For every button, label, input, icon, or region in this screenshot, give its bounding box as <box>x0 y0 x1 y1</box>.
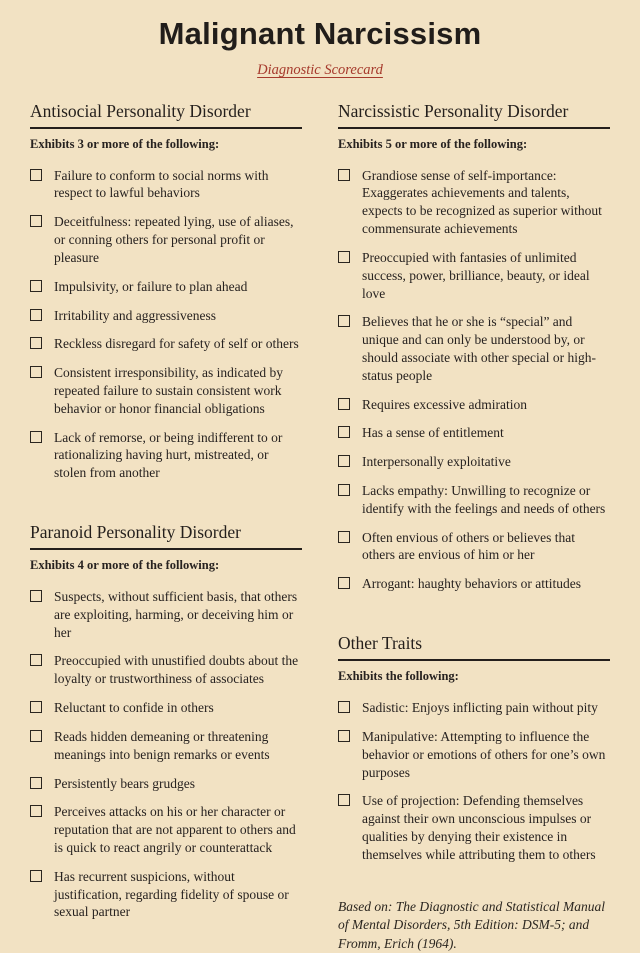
checkbox[interactable] <box>338 315 350 327</box>
checkbox[interactable] <box>30 590 42 602</box>
criteria-note-narcissistic: Exhibits 5 or more of the following: <box>338 136 528 151</box>
checklist-item-label: Persistently bears grudges <box>54 775 195 791</box>
checklist-item <box>30 364 302 417</box>
section-narcissistic <box>338 101 610 593</box>
section-title-narcissistic: Narcissistic Personality Disorder <box>338 100 569 121</box>
checklist-item-label: Irritability and aggressiveness <box>54 307 216 323</box>
checklist-item-label: Impulsivity, or failure to plan ahead <box>54 278 248 294</box>
checklist-item <box>30 278 302 296</box>
checklist-item <box>30 699 302 717</box>
checklist-other-traits <box>338 699 610 864</box>
checklist-item <box>338 792 610 863</box>
checklist-item-label: Often envious of others or believes that others are envious of him or her <box>362 529 575 563</box>
checkbox[interactable] <box>338 484 350 496</box>
section-divider <box>338 659 610 661</box>
checkbox[interactable] <box>30 337 42 349</box>
checklist-item <box>338 529 610 565</box>
checklist-item <box>30 429 302 482</box>
checklist-item-label: Deceitfulness: repeated lying, use of aliases, or conning others for personal profit or pleasure <box>54 214 294 265</box>
checklist-item <box>338 167 610 238</box>
checkbox[interactable] <box>30 805 42 817</box>
checklist-item <box>30 167 302 203</box>
checkbox[interactable] <box>338 794 350 806</box>
subtitle-row <box>30 61 610 79</box>
checklist-item <box>338 396 610 414</box>
checklist-item-label: Consistent irresponsibility, as indicated by repeated failure to sustain consistent work behavior or honor financial obligations <box>54 365 283 416</box>
page-subtitle: Diagnostic Scorecard <box>257 61 383 78</box>
checkbox[interactable] <box>338 169 350 181</box>
checkbox[interactable] <box>30 777 42 789</box>
criteria-note-other-traits: Exhibits the following: <box>338 669 459 684</box>
section-title-other-traits: Other Traits <box>338 633 423 654</box>
checklist-item-label: Reads hidden demeaning or threatening meanings into benign remarks or events <box>54 728 270 762</box>
checklist-item-label: Arrogant: haughty behaviors or attitudes <box>362 576 581 592</box>
section-divider <box>30 127 302 129</box>
checklist-item <box>30 307 302 325</box>
checklist-item-label: Preoccupied with unustified doubts about the loyalty or trustworthiness of associates <box>54 653 299 687</box>
checklist-item <box>30 652 302 688</box>
checklist-item-label: Manipulative: Attempting to influence the behavior or emotions of others for one’s own purposes <box>362 728 606 780</box>
checklist-item <box>338 482 610 518</box>
checklist-item-label: Preoccupied with fantasies of unlimited success, power, brilliance, beauty, or ideal love <box>362 249 590 301</box>
checkbox[interactable] <box>338 577 350 589</box>
checklist-item-label: Suspects, without sufficient basis, that others are exploiting, harming, or deceiving him or her <box>54 589 298 640</box>
checklist-item <box>338 699 610 717</box>
checkbox[interactable] <box>30 730 42 742</box>
checklist-item-label: Failure to conform to social norms with respect to lawful behaviors <box>54 167 269 201</box>
checklist-narcissistic <box>338 167 610 593</box>
section-title-antisocial: Antisocial Personality Disorder <box>30 100 251 121</box>
checklist-item <box>338 424 610 442</box>
checklist-item-label: Has a sense of entitlement <box>362 425 504 441</box>
criteria-note-paranoid: Exhibits 4 or more of the following: <box>30 558 220 573</box>
checklist-item-label: Requires excessive admiration <box>362 396 527 412</box>
checkbox[interactable] <box>338 701 350 713</box>
section-title-paranoid: Paranoid Personality Disorder <box>30 522 241 543</box>
checklist-item <box>338 575 610 593</box>
checkbox[interactable] <box>30 431 42 443</box>
checklist-item <box>30 213 302 266</box>
checkbox[interactable] <box>338 398 350 410</box>
checklist-item <box>338 313 610 384</box>
checklist-item <box>338 728 610 781</box>
checklist-item <box>30 868 302 921</box>
checklist-item-label: Use of projection: Defending themselves against their own unconscious impulses or qualities by denying their existence in themselves while attributing them to others <box>362 793 596 862</box>
checkbox[interactable] <box>30 366 42 378</box>
checklist-item-label: Reckless disregard for safety of self or others <box>54 336 299 352</box>
checklist-item-label: Perceives attacks on his or her character or reputation that are not apparent to others and is quick to react angrily or counterattack <box>54 804 296 855</box>
left-column <box>30 101 302 933</box>
checkbox[interactable] <box>30 280 42 292</box>
checklist-item <box>30 335 302 353</box>
checklist-item-label: Has recurrent suspicions, without justification, regarding fidelity of spouse or sexual partner <box>54 868 289 920</box>
checklist-item-label: Grandiose sense of self-importance: Exaggerates achievements and talents, expects to be recognized as superior without commensurate achievements <box>362 167 602 237</box>
section-divider <box>30 548 302 550</box>
checkbox[interactable] <box>30 215 42 227</box>
checklist-item-label: Interpersonally exploitative <box>362 454 511 470</box>
checklist-item <box>30 728 302 764</box>
checkbox[interactable] <box>338 426 350 438</box>
checklist-item <box>30 588 302 641</box>
checklist-paranoid <box>30 588 302 921</box>
section-paranoid <box>30 522 302 921</box>
checklist-item-label: Lack of remorse, or being indifferent to or rationalizing having hurt, mistreated, or stolen from another <box>54 429 283 481</box>
section-other-traits <box>338 633 610 864</box>
checklist-item <box>338 453 610 471</box>
right-column <box>338 101 610 953</box>
two-column-layout <box>30 101 610 953</box>
checklist-item-label: Sadistic: Enjoys inflicting pain without pity <box>362 700 598 716</box>
checkbox[interactable] <box>338 455 350 467</box>
section-divider <box>338 127 610 129</box>
checklist-item-label: Believes that he or she is “special” and unique and can only be understood by, or should associate with other special or high-status people <box>362 314 596 383</box>
checklist-item <box>30 803 302 856</box>
checklist-item <box>338 249 610 302</box>
checkbox[interactable] <box>30 870 42 882</box>
source-attribution: Based on: The Diagnostic and Statistical Manual of Mental Disorders, 5th Edition: DSM-5; and Fromm, Erich (1964). <box>338 898 605 951</box>
section-antisocial <box>30 101 302 482</box>
checkbox[interactable] <box>30 654 42 666</box>
checklist-item-label: Reluctant to confide in others <box>54 700 214 716</box>
checkbox[interactable] <box>30 701 42 713</box>
checklist-item-label: Lacks empathy: Unwilling to recognize or identify with the feelings and needs of others <box>362 483 606 516</box>
checkbox[interactable] <box>30 309 42 321</box>
checkbox[interactable] <box>338 730 350 742</box>
checkbox[interactable] <box>338 251 350 263</box>
page-title: Malignant Narcissism <box>158 16 482 51</box>
criteria-note-antisocial: Exhibits 3 or more of the following: <box>30 136 220 151</box>
checklist-antisocial <box>30 167 302 482</box>
checkbox[interactable] <box>338 531 350 543</box>
checkbox[interactable] <box>30 169 42 181</box>
